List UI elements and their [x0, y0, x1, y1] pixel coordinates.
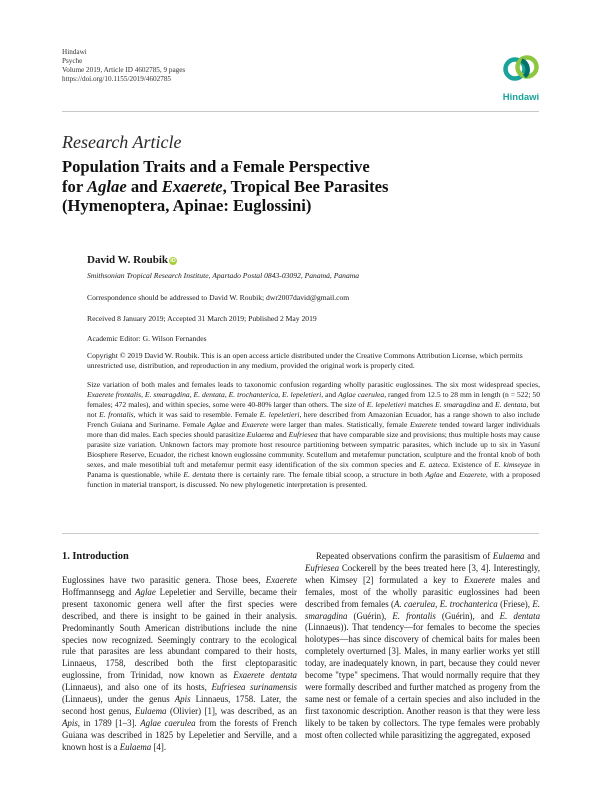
volume-line: Volume 2019, Article ID 4602785, 9 pages: [62, 66, 186, 74]
academic-editor: Academic Editor: G. Wilson Fernandes: [87, 334, 207, 343]
title-line-3: (Hymenoptera, Apinae: Euglossini): [62, 196, 312, 216]
publisher-logo: [499, 50, 543, 103]
article-type: Research Article: [62, 132, 182, 152]
title-line-2: for Aglae and Exaerete, Tropical Bee Parasites: [62, 176, 389, 196]
journal-name: Psyche: [62, 57, 83, 65]
author-block: [87, 254, 177, 266]
orcid-icon[interactable]: iD: [170, 258, 176, 264]
body-column-left: [62, 575, 297, 754]
correspondence-line: Correspondence should be addressed to David W. Roubik; dwr2007david@gmail.com: [87, 293, 350, 302]
paragraph: Repeated observations confirm the parasitism of Eulaema and Eufriesea Cockerell by the bees treated here [3, 4]. Interestingly, when Kimsey [2] formulated a key to Exaerete males and females, most of the wholly parasitic euglossines had been described from females (A. caerulea, E. trochanterica (Friese), E. smaragdina (Guérin), E. frontalis (Guérin), and E. dentata (Linnaeus)). That tendency—for females to become the species holotypes—has since discovery of chemical baits for males been completely overturned [3]. Males, in many earlier works yet still today, are inadequately known, in part, because they could never become "type" specimens. That would normally require that they were formally described and further matched as progeny from the same nest or female of a certain species and also included in the first taxonomic description. Another reason is that they were less likely to be taken by collectors. The type females were probably most often collected while parasitizing the aggregated, exposed: [305, 551, 541, 740]
paragraph: Euglossines have two parasitic genera. Those bees, Exaerete Hoffmannsegg and Aglae Lepeletier and Serville, became their present taxonomic genera well after the first species were described, and there is insight to be gained in their analysis. Predominantly South American distributions include the nine species now recognized. Seemingly contrary to the ecological rule that parasites are less abundant compared to their hosts, Linnaeus, 1758, described both the first cleptoparasitic euglossine, from Trinidad, now known as Exaerete dentata (Linnaeus), and also one of its hosts, Eufriesea surinamensis (Linnaeus), under the genus Apis Linnaeus, 1758. Later, the second host genus, Eulaema (Olivier) [1], was described, as an Apis, in 1789 [1–3]. Aglae caerulea from the forests of French Guiana was described in 1825 by Lepeletier and Serville, and a known host is a Eulaema [4].: [62, 575, 297, 752]
section-heading-introduction: 1. Introduction: [62, 551, 129, 562]
hindawi-logo-icon: [501, 50, 541, 86]
publication-dates: Received 8 January 2019; Accepted 31 March 2019; Published 2 May 2019: [87, 314, 317, 323]
running-header: [62, 48, 185, 84]
title-line-1: Population Traits and a Female Perspective: [62, 157, 370, 176]
author-affiliation: Smithsonian Tropical Research Institute, Apartado Postal 0843-03092, Panamá, Panama: [87, 271, 360, 280]
article-title: [62, 157, 512, 216]
abstract: Size variation of both males and females leads to taxonomic confusion regarding wholly parasitic euglossines. The six most widespread species, Exaerete frontalis, E. smaragdina, E. dentata, E. trochanterica, E. lepeletieri, and Aglae caerulea, ranged from 12.5 to 28 mm in length (n = 522; 50 females; 472 males), and within species, some were 40-80% larger than others. The size of E. lepeletieri matches E. smaragdina and E. dentata, but not E. frontalis, which it was said to resemble. Female E. lepeletieri, here described from Amazonian Ecuador, has a range shown to also include French Guiana and Suriname. Female Aglae and Exaerete were larger than males. Statistically, female Exaerete tended toward larger individuals more than did males. Each species should parasitize Eulaema and Eufriesea that have comparable size and provisions; thus multiple hosts may cause parasite size variation. Unknown factors may promote host resource partitioning between sympatric parasites, which include up to six in Yasuní Biosphere Reserve, Ecuador, the richest known euglossine community. Scutellum and metafemur punctation, sculpture and the frontal knob of both sexes, and male mesotibial tuft and metafemur permit easy identification of the six common species and E. azteca. Existence of E. kimseyae in Panama is questionable, while E. dentata there is certainly rare. The female tibial scoop, a structure in both Aglae and Exaerete, with a proposed function in material transport, is discussed. No new phylogenetic interpretation is presented.: [87, 380, 540, 489]
body-column-right: [305, 551, 540, 742]
author-name[interactable]: David W. Roubik: [87, 254, 169, 266]
logo-wordmark: Hindawi: [502, 92, 540, 103]
doi-link[interactable]: https://doi.org/10.1155/2019/4602785: [62, 75, 172, 83]
publisher-name: Hindawi: [62, 48, 87, 56]
header-divider: [62, 111, 539, 112]
abstract-divider: [62, 533, 539, 534]
copyright-notice: Copyright © 2019 David W. Roubik. This is an open access article distributed under the Creative Commons Attribution License, which permits unrestricted use, distribution, and reproduction in any medium, provided the original work is properly cited.: [87, 351, 523, 370]
